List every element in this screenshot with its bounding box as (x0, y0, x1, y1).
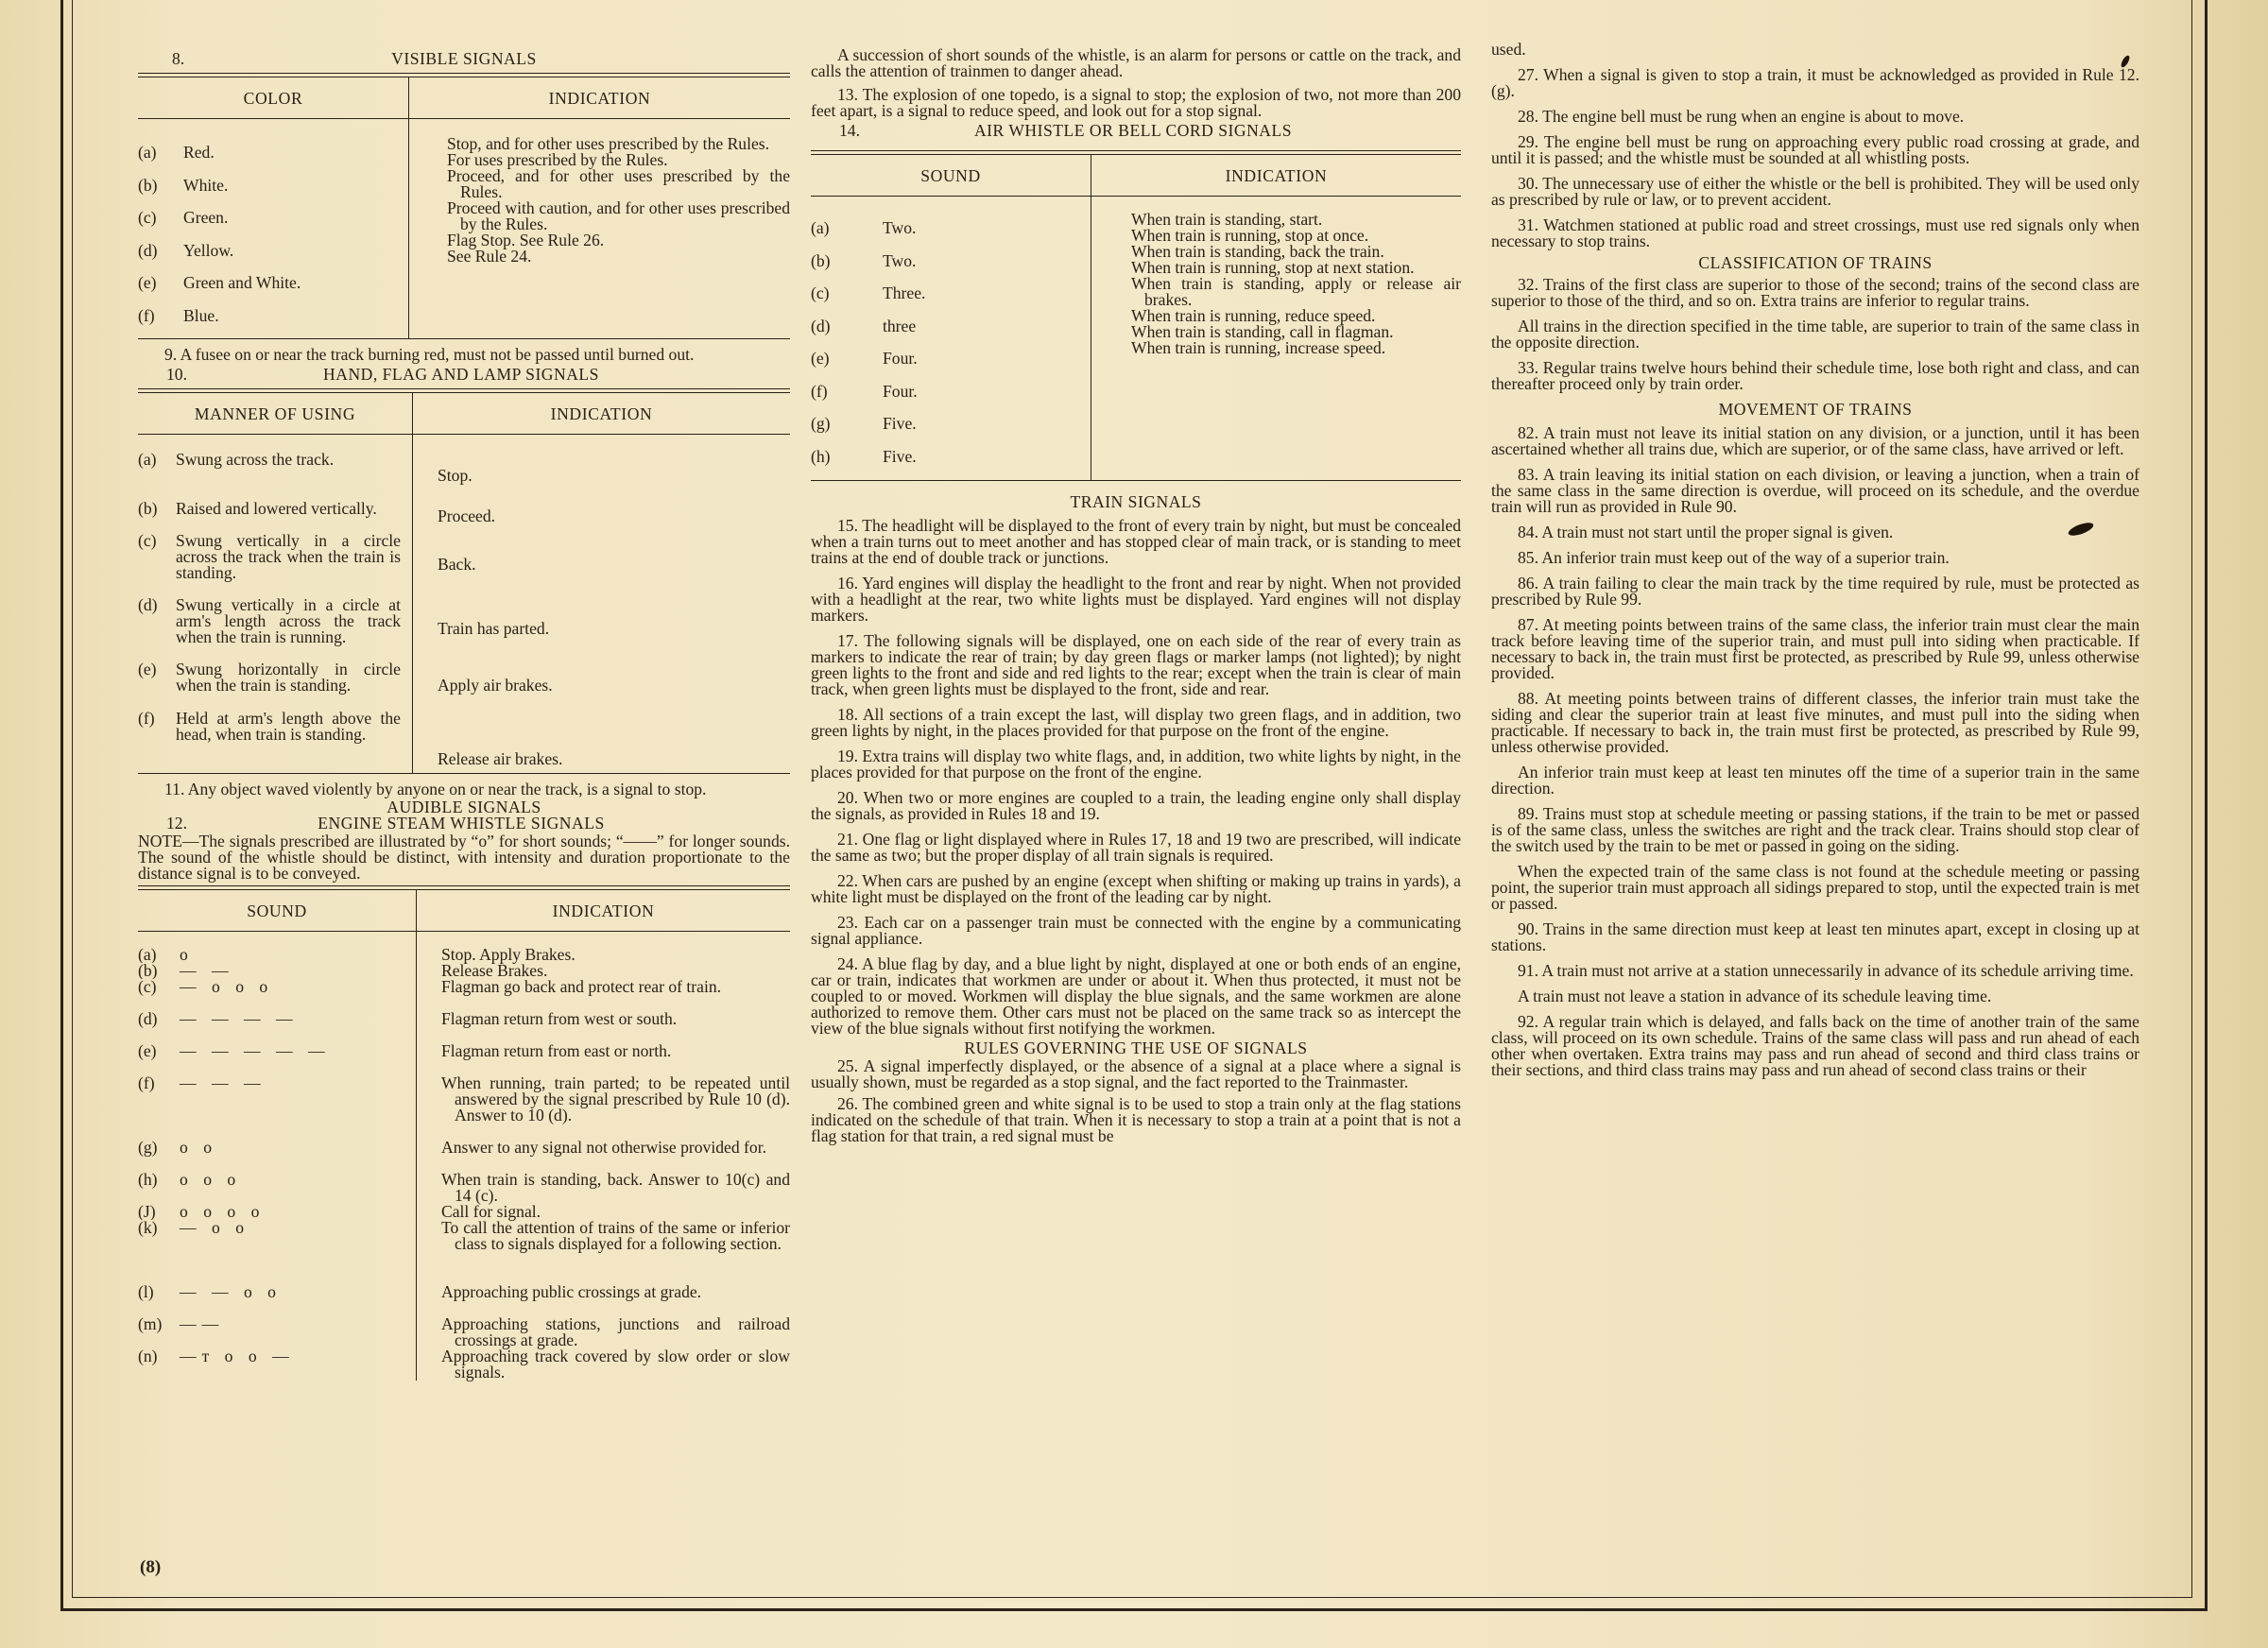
movement-heading: MOVEMENT OF TRAINS (1718, 400, 1913, 419)
table-rule (138, 773, 790, 774)
rule-25: 25. A signal imperfectly displayed, or the absence of a signal at a place where a signal is usually shown, must be regarded as a stop signal, and the fact reported to the Trainmaster. (811, 1056, 1461, 1091)
rule-84: 84. A train must not start until the proper signal is given. (1518, 523, 1894, 541)
whistle-sound-pattern: — — — (180, 1074, 266, 1092)
row-label: (a) (138, 946, 157, 963)
table-row (138, 1204, 416, 1220)
indication-text: Answer to any signal not otherwise provided for. (441, 1137, 766, 1157)
row-label: (h) (811, 446, 831, 466)
section-number: 8. (172, 49, 185, 68)
rule-30: 30. The unnecessary use of either the whistle or the bell is prohibited. They will be used only as prescribed by rule or law, or to prevent accident. (1491, 174, 2139, 209)
color-name: Green and White. (183, 273, 301, 293)
indication-text: Flag Stop. See Rule 26. (447, 231, 605, 249)
rule-90: 90. Trains in the same direction must keep at least ten minutes apart, except in closing up at stations. (1491, 919, 2139, 954)
row-label: (e) (138, 273, 157, 293)
rule-24: 24. A blue flag by day, and a blue light by night, displayed at one or both ends of an engine, car or train, indicates that workmen are under or about it. When thus protected, it must not be coupled to or moved. Workmen will display the blue signals, and the same workmen are alone authorized to remove them. Other cars must not be placed on the same track so as intercept the view of the blue signals without first notifying the workmen. (811, 954, 1461, 1038)
section-heading (138, 364, 790, 384)
rule-26: 26. The combined green and white signal is to be used to stop a train only at the flag stations indicated on the schedule of that train. When it is necessary to stop a train at a point that is not a flag station for that train, a red signal must be (811, 1094, 1461, 1145)
indication-text: Call for signal. (441, 1201, 541, 1221)
row-label: (a) (811, 218, 830, 237)
row-label: (f) (811, 381, 828, 401)
manner-text: Held at arm's length above the head, when train is standing. (176, 708, 401, 744)
rule-87: 87. At meeting points between trains of the same class, the inferior train must clear the main track before leaving time of the superior train, and must pull into siding when practicable. If necessary to back in, the train must first be protected, as prescribed by Rule 99, unless otherwise provided. (1491, 615, 2139, 682)
steam-whistle-table (138, 890, 790, 1381)
section-number: 10. (166, 364, 187, 384)
whistle-sound-pattern: — o o (180, 1219, 249, 1237)
manner-text: Swung vertically in a circle across the track when the train is standing. (176, 530, 401, 582)
audible-signals-heading: AUDIBLE SIGNALS (387, 797, 541, 816)
color-name: Blue. (183, 305, 219, 325)
rule-15: 15. The headlight will be displayed to the front of every train by night, but must be concealed when a train turns out to meet another and has stopped clear of main track, or is standing to meet trains at the end of double track or junctions. (811, 516, 1461, 567)
whistle-sound-pattern: — — (180, 962, 234, 979)
table-row (138, 1348, 416, 1381)
whistle-sound-pattern: — — — — (180, 1010, 299, 1028)
indication-text: When train is running, increase speed. (1131, 338, 1386, 357)
column-middle (811, 47, 1461, 1154)
whistle-sound-pattern: o o (180, 1139, 217, 1157)
table-row (138, 452, 790, 501)
section-heading (811, 123, 1461, 139)
table-row (811, 375, 1091, 408)
indication-text: To call the attention of trains of the same or inferior class to signals displayed for a following section. (441, 1217, 790, 1253)
section-heading (138, 815, 790, 832)
table-row (138, 501, 790, 533)
indication-text: When running, train parted; to be repeated until answered by the signal prescribed by Rule 10 (d). Answer to 10 (d). (441, 1073, 790, 1124)
section-number: 14. (839, 121, 860, 140)
indication-text: See Rule 24. (447, 247, 532, 266)
table-rule (811, 480, 1461, 481)
column-header: SOUND (138, 890, 417, 932)
row-label: (a) (138, 449, 157, 469)
rule-9: 9. A fusee on or near the track burning red, must not be passed until burned out. (164, 344, 695, 364)
rule-86: 86. A train failing to clear the main track by the time required by rule, must be protected as prescribed by Rule 99. (1491, 574, 2139, 609)
row-label: (b) (138, 175, 158, 195)
table-row (138, 597, 790, 661)
rule-85: 85. An inferior train must keep out of the way of a superior train. (1518, 548, 1950, 567)
indication-text: When train is standing, start. (1131, 210, 1323, 229)
rule-11: 11. Any object waved violently by anyone on or near the track, is a signal to stop. (164, 779, 707, 798)
table-row (138, 300, 408, 333)
table-row (138, 266, 408, 300)
row-label: (g) (811, 414, 831, 433)
whistle-sound-pattern: o o o o (180, 1203, 266, 1220)
indication-text: Flagman go back and protect rear of train. (441, 976, 722, 996)
rule-33: 33. Regular trains twelve hours behind their schedule time, lose both right and class, and can thereafter proceed only by train order. (1491, 358, 2139, 393)
row-label: (b) (138, 498, 158, 518)
indication-text: Stop, and for other uses prescribed by the Rules. (447, 134, 770, 153)
indication-text: When train is standing, apply or release air brakes. (1131, 274, 1461, 309)
section-title: AIR WHISTLE OR BELL CORD SIGNALS (973, 121, 1293, 140)
table-row (138, 533, 790, 597)
indication-text: Approaching track covered by slow order or slow signals. (441, 1346, 790, 1382)
indication-text: When train is standing, back. Answer to 10(c) and 14 (c). (441, 1169, 790, 1205)
manner-text: Swung across the track. (176, 449, 335, 469)
row-label: (f) (138, 708, 155, 728)
row-label: (b) (138, 962, 158, 979)
indication-text: Flagman return from east or north. (441, 1040, 672, 1060)
table-row (138, 169, 408, 202)
indication-text: Proceed with caution, and for other uses prescribed by the Rules. (447, 198, 790, 233)
section-title: ENGINE STEAM WHISTLE SIGNALS (318, 813, 605, 833)
column-header: COLOR (138, 77, 409, 119)
rule-13: 13. The explosion of one topedo, is a signal to stop; the explosion of two, not more than 200 feet apart, is a signal to reduce speed, and look out for a stop signal. (811, 85, 1461, 120)
table-row (138, 234, 408, 267)
sound-count: Three. (883, 283, 926, 302)
whistle-sound-pattern: — o o o (180, 978, 274, 996)
row-label: (d) (138, 1010, 158, 1028)
rule-20: 20. When two or more engines are coupled to a train, the leading engine only shall display the signals, as provided in Rules 18 and 19. (811, 788, 1461, 823)
column-header: INDICATION (409, 77, 791, 119)
manner-text: Swung vertically in a circle at arm's length across the track when the train is running. (176, 594, 401, 646)
rule-89: 89. Trains must stop at schedule meeting or passing stations, if the train to be met or passed is of the same class, unless the switches are right and the track clear. Trains should stop clear of the switch used by the train to be met or passed in going on the siding. (1491, 804, 2139, 855)
indication-text: Release air brakes. (413, 711, 791, 773)
air-whistle-table (811, 155, 1461, 480)
rule-92: 92. A regular train which is delayed, and falls back on the time of another train of the same class, will proceed on its own schedule. Trains of the same class will pass and run ahead of each other when overtaken. Extra trains may pass and run ahead of second and third class trains or their sections, and third class trains may pass and run ahead of second class trains or their (1491, 1012, 2139, 1079)
column-header: SOUND (811, 155, 1091, 197)
color-name: Yellow. (183, 240, 234, 260)
table-row (811, 212, 1091, 245)
row-label: (e) (138, 1042, 157, 1060)
rule-23: 23. Each car on a passenger train must be connected with the engine by a communicating signal appliance. (811, 913, 1461, 948)
row-label: (e) (811, 349, 830, 368)
row-label: (m) (138, 1315, 163, 1333)
indication-text: Proceed, and for other uses prescribed by the Rules. (447, 166, 790, 201)
rule-82: 82. A train must not leave its initial station on any division, or a junction, until it has been ascertained whether all trains due, which are superior, or of the same class, have arrived or left. (1491, 423, 2139, 458)
table-row (138, 1172, 416, 1204)
leave-paragraph: A train must not leave a station in advance of its schedule leaving time. (1518, 987, 1992, 1005)
rule-16: 16. Yard engines will display the headlight to the front and rear by night. When not provided with a headlight at the rear, two white lights must be displayed. Yard engines will not display markers. (811, 574, 1461, 625)
indication-text: When train is standing, call in flagman. (1131, 322, 1394, 341)
table-row (811, 342, 1091, 375)
row-label: (c) (138, 208, 157, 228)
rule-18: 18. All sections of a train except the last, will display two green flags, and in addition, two green lights by night, in the places provided for that purpose on the front of the engine. (811, 705, 1461, 740)
indication-text: Flagman return from west or south. (441, 1008, 678, 1028)
whistle-sound-pattern: — — — — — (180, 1042, 331, 1060)
row-label: (k) (138, 1219, 158, 1237)
row-label: (d) (138, 594, 158, 614)
table-row (138, 1140, 416, 1172)
column-header: INDICATION (417, 890, 791, 932)
column-left (138, 47, 790, 1381)
rule-27: 27. When a signal is given to stop a train, it must be acknowledged as provided in Rule 12. (g). (1491, 65, 2139, 100)
inferior-paragraph: An inferior train must keep at least ten minutes off the time of a superior train in the same direction. (1491, 763, 2139, 798)
continued-text: used. (1491, 40, 1526, 59)
table-row (138, 1011, 416, 1043)
table-row (138, 661, 790, 711)
rule-32: 32. Trains of the first class are superior to those of the second; trains of the second class are superior to those of the third, and so on. Extra trains are inferior to regular trains. (1491, 275, 2139, 310)
column-right (1491, 40, 2139, 1088)
rule-22: 22. When cars are pushed by an engine (except when shifting or making up trains in yards), a white light must be displayed on the front of the leading car by night. (811, 871, 1461, 906)
row-label: (n) (138, 1348, 158, 1365)
rule-19: 19. Extra trains will display two white flags, and, in addition, two white lights by night, in the places provided for that purpose on the front of the engine. (811, 747, 1461, 781)
rule-91: 91. A train must not arrive at a station unnecessarily in advance of its schedule arriving time. (1518, 961, 2134, 980)
rule-31: 31. Watchmen stationed at public road and street crossings, must use red signals only when necessary to stop trains. (1491, 215, 2139, 250)
manner-text: Raised and lowered vertically. (176, 498, 377, 518)
direction-paragraph: All trains in the direction specified in the time table, are superior to train of the same class in the opposite direction. (1491, 317, 2139, 352)
row-label: (f) (138, 1074, 155, 1092)
indication-column (417, 931, 791, 1381)
row-label: (J) (138, 1203, 156, 1220)
whistle-sound-pattern: —— (180, 1315, 225, 1333)
table-row (811, 277, 1091, 310)
classification-heading: CLASSIFICATION OF TRAINS (1698, 253, 1933, 272)
indication-text: For uses prescribed by the Rules. (447, 150, 668, 169)
color-name: Green. (183, 208, 229, 228)
table-row (138, 1075, 416, 1140)
row-label: (d) (138, 240, 158, 260)
indication-text: Proceed. (413, 501, 791, 533)
row-label: (c) (138, 978, 157, 996)
indication-text: When train is running, stop at once. (1131, 226, 1369, 245)
column-header: INDICATION (1091, 155, 1462, 197)
indication-text: Back. (413, 533, 791, 597)
indication-text: When train is running, reduce speed. (1131, 306, 1376, 325)
table-row (811, 407, 1091, 440)
column-header: MANNER OF USING (138, 393, 413, 435)
row-label: (h) (138, 1171, 158, 1189)
column-header: INDICATION (413, 393, 791, 435)
indication-text: Approaching public crossings at grade. (441, 1281, 702, 1301)
indication-text: When train is standing, back the train. (1131, 242, 1384, 261)
row-label: (d) (811, 316, 831, 335)
whistle-sound-pattern: o (180, 946, 194, 963)
table-row (811, 245, 1091, 278)
indication-text: Release Brakes. (441, 960, 548, 980)
row-label: (g) (138, 1139, 158, 1157)
whistle-sound-pattern: —ᴛ o o — (180, 1348, 295, 1365)
rule-28: 28. The engine bell must be rung when an engine is about to move. (1518, 107, 1965, 126)
table-row (138, 136, 408, 169)
row-label: (e) (138, 659, 157, 678)
table-row (138, 947, 416, 963)
table-row (138, 963, 416, 979)
visible-signals-table (138, 77, 790, 338)
table-row (138, 1316, 416, 1348)
sound-column (138, 931, 417, 1381)
indication-text: When train is running, stop at next station. (1131, 258, 1415, 277)
expected-train-paragraph: When the expected train of the same class is not found at the schedule meeting or passing point, the superior train must approach all sidings prepared to stop, until the expected train is met or passed. (1491, 862, 2139, 913)
section-number: 12. (166, 813, 187, 833)
rule-88: 88. At meeting points between trains of different classes, the inferior train must take the siding and clear the superior train at least five minutes, and must pull into the siding when practicable. If necessary to back in, the train must first be protected, as prescribed by Rule 99, unless otherwise provided. (1491, 689, 2139, 756)
indication-text: Train has parted. (413, 597, 791, 661)
table-row (811, 440, 1091, 473)
table-row (138, 201, 408, 234)
sound-count: Four. (883, 381, 918, 401)
alarm-paragraph: A succession of short sounds of the whistle, is an alarm for persons or cattle on the track, and calls the attention of trainmen to danger ahead. (811, 45, 1461, 80)
table-row (138, 1043, 416, 1075)
sound-count: Two. (883, 250, 917, 270)
train-signals-heading: TRAIN SIGNALS (1070, 492, 1202, 511)
section-title: VISIBLE SIGNALS (391, 49, 537, 68)
indication-text: Approaching stations, junctions and railroad crossings at grade. (441, 1313, 790, 1349)
indication-text: Apply air brakes. (413, 661, 791, 711)
rule-29: 29. The engine bell must be rung on approaching every public road crossing at grade, and until it is passed; and the whistle must be sounded at all whistling posts. (1491, 132, 2139, 167)
table-row (138, 1284, 416, 1316)
hand-flag-lamp-table (138, 393, 790, 773)
rule-21: 21. One flag or light displayed where in Rules 17, 18 and 19 two are prescribed, will indicate the same as two; but the proper display of all train signals is required. (811, 830, 1461, 865)
rules-governing-heading: RULES GOVERNING THE USE OF SIGNALS (964, 1039, 1308, 1057)
table-row (138, 711, 790, 773)
sound-count: Two. (883, 218, 917, 237)
whistle-sound-pattern: — — o o (180, 1283, 282, 1301)
sound-count: Five. (883, 446, 917, 466)
row-label: (f) (138, 305, 155, 325)
table-row (138, 1220, 416, 1284)
indication-text: Stop. Apply Brakes. (441, 944, 576, 964)
manner-text: Swung horizontally in circle when the train is standing. (176, 659, 401, 695)
rule-83: 83. A train leaving its initial station on each division, or leaving a junction, when a train of the same class in the same direction is overdue, will proceed on its schedule, and the overdue train will run as provided in Rule 90. (1491, 465, 2139, 516)
section-heading (138, 51, 790, 67)
section-title: HAND, FLAG AND LAMP SIGNALS (323, 364, 599, 384)
whistle-note: NOTE—The signals prescribed are illustrated by “o” for short sounds; “——” for longer sounds. The sound of the whistle should be distinct, with intensity and duration proportionate to the distance signal is to be conveyed. (138, 831, 790, 883)
sound-count: Four. (883, 349, 918, 368)
row-label: (c) (811, 283, 830, 302)
indication-text: Stop. (413, 452, 791, 501)
rule-17: 17. The following signals will be displayed, one on each side of the rear of every train as markers to indicate the rear of train; by day green flags or marker lamps (not lighted); by night green lights to the front and side and red lights to the rear; except when the train is clear of main track, when green lights must be displayed to the front, side and rear. (811, 631, 1461, 698)
sound-count: Five. (883, 414, 917, 433)
color-name: White. (183, 175, 229, 195)
page-number: (8) (140, 1557, 162, 1577)
table-row (811, 310, 1091, 343)
row-label: (c) (138, 530, 157, 550)
sound-count: three (883, 316, 917, 335)
table-row (138, 979, 416, 1011)
row-label: (l) (138, 1283, 154, 1301)
whistle-sound-pattern: o o o (180, 1171, 242, 1189)
table-rule (138, 338, 790, 339)
row-label: (b) (811, 250, 831, 270)
color-name: Red. (183, 143, 215, 162)
row-label: (a) (138, 143, 157, 162)
